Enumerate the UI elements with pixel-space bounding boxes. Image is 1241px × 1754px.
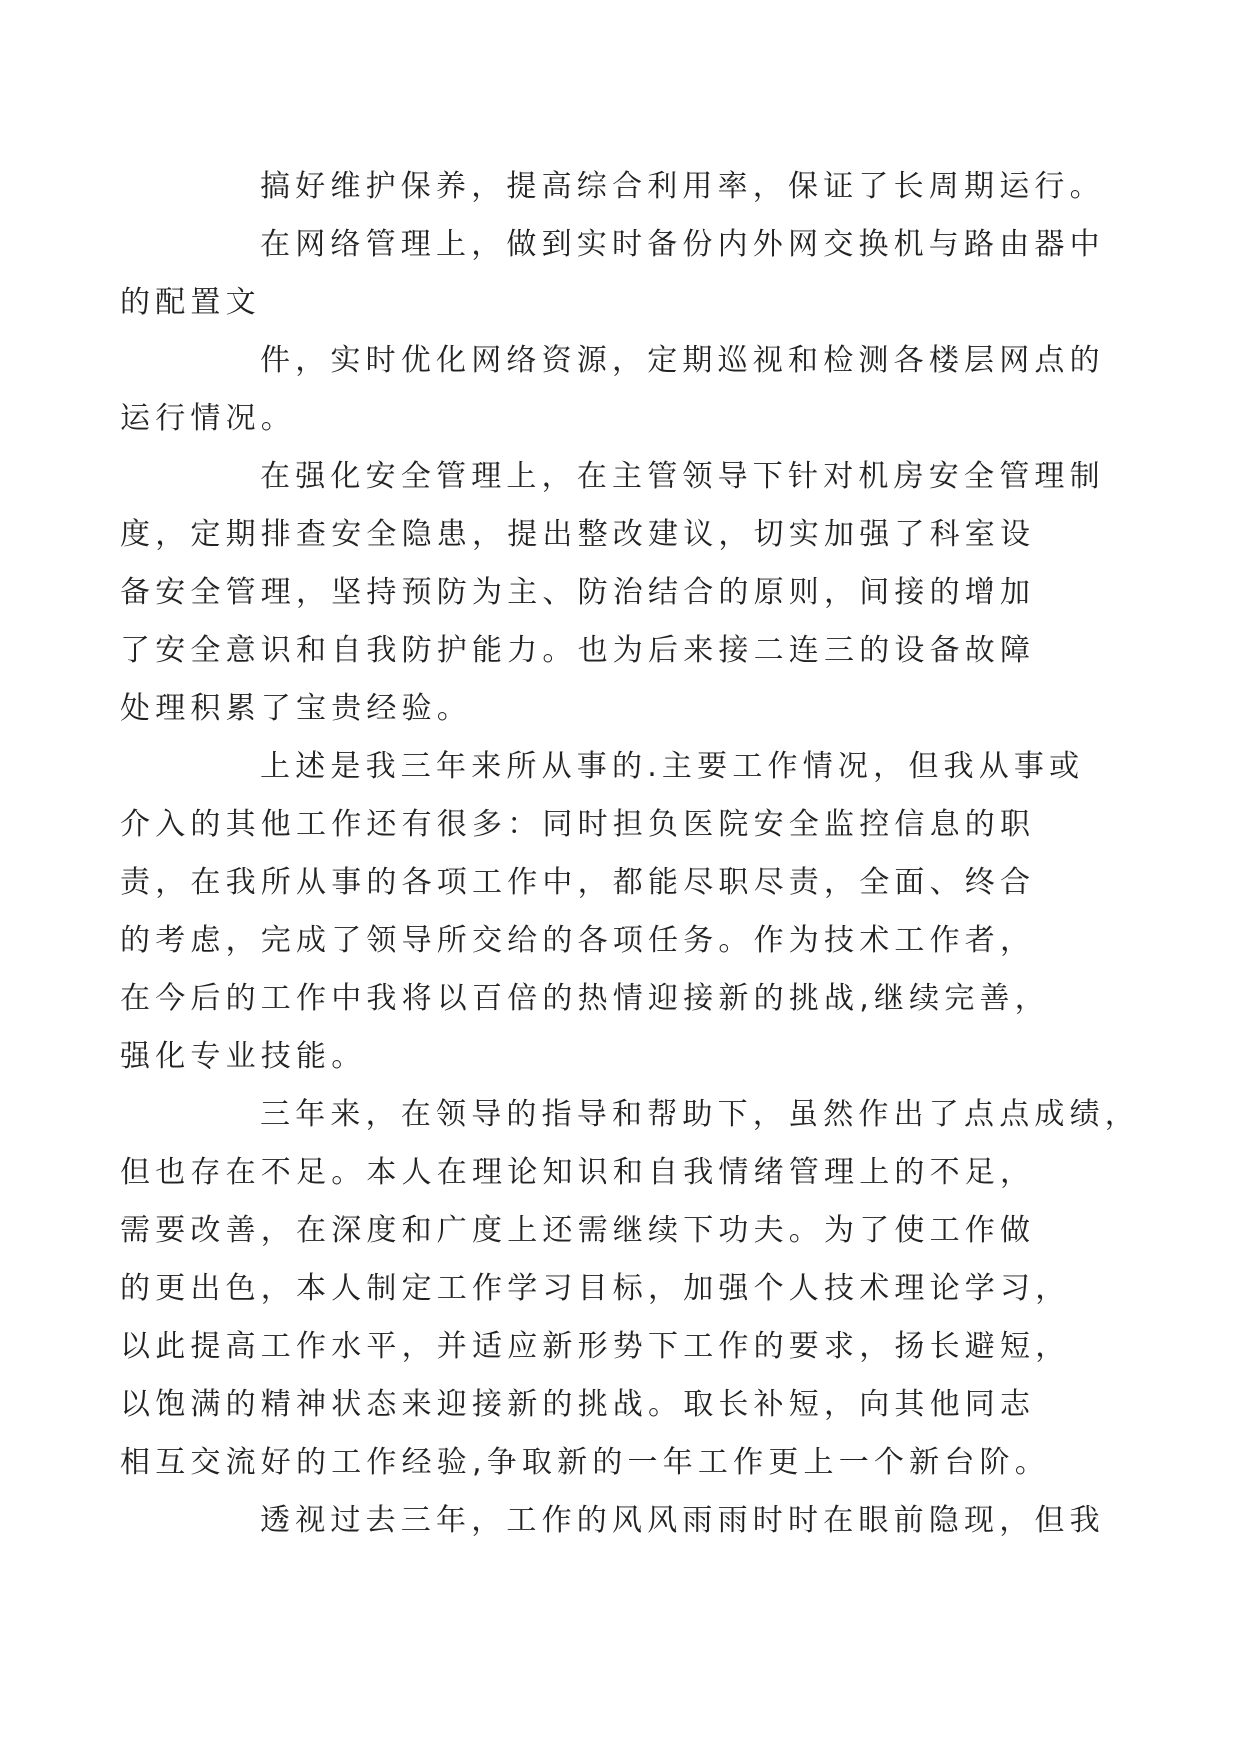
text-line: 责，在我所从事的各项工作中，都能尽职尽责，全面、终合 [120, 865, 1036, 900]
text-line: 介入的其他工作还有很多：同时担负医院安全监控信息的职 [120, 807, 1036, 842]
text-line: 需要改善，在深度和广度上还需继续下功夫。为了使工作做 [120, 1213, 1036, 1248]
text-line: 在强化安全管理上，在主管领导下针对机房安全管理制 [260, 459, 1105, 494]
text-line: 在今后的工作中我将以百倍的热情迎接新的挑战,继续完善， [120, 981, 1050, 1016]
text-line: 备安全管理，坚持预防为主、防治结合的原则，间接的增加 [120, 575, 1036, 610]
paragraph-security-management [120, 448, 1105, 738]
text-line: 以此提高工作水平，并适应新形势下工作的要求，扬长避短， [120, 1329, 1071, 1364]
text-line: 三年来，在领导的指导和帮助下，虽然作出了点点成绩， [260, 1097, 1140, 1132]
text-line: 透视过去三年，工作的风风雨雨时时在眼前隐现，但我 [260, 1503, 1105, 1538]
document-body [120, 158, 1140, 1550]
text-line: 度，定期排查安全隐患，提出整改建议，切实加强了科室设 [120, 517, 1036, 552]
text-line: 相互交流好的工作经验,争取新的一年工作更上一个新台阶。 [120, 1445, 1050, 1480]
paragraph-network-resources [120, 332, 1105, 448]
text-line: 强化专业技能。 [120, 1039, 367, 1074]
text-line: 了安全意识和自我防护能力。也为后来接二连三的设备故障 [120, 633, 1036, 668]
paragraph-work-summary [120, 738, 1085, 1086]
paragraph-network-management [120, 216, 1105, 332]
text-line: 搞好维护保养，提高综合利用率，保证了长周期运行。 [260, 169, 1105, 204]
text-line: 但也存在不足。本人在理论知识和自我情绪管理上的不足， [120, 1155, 1036, 1190]
text-line: 以饱满的精神状态来迎接新的挑战。取长补短，向其他同志 [120, 1387, 1036, 1422]
text-line: 在网络管理上，做到实时备份内外网交换机与路由器中 [260, 227, 1105, 262]
text-line: 运行情况。 [120, 401, 296, 436]
paragraph-looking-back [190, 1492, 1105, 1550]
paragraph-shortcomings [120, 1086, 1140, 1492]
text-line: 的更出色，本人制定工作学习目标，加强个人技术理论学习， [120, 1271, 1071, 1306]
text-line: 件，实时优化网络资源，定期巡视和检测各楼层网点的 [260, 343, 1105, 378]
text-line: 上述是我三年来所从事的.主要工作情况，但我从事或 [260, 749, 1085, 784]
text-line: 的配置文 [120, 285, 261, 320]
paragraph-maintenance [190, 158, 1105, 216]
text-line: 处理积累了宝贵经验。 [120, 691, 472, 726]
text-line: 的考虑，完成了领导所交给的各项任务。作为技术工作者， [120, 923, 1036, 958]
